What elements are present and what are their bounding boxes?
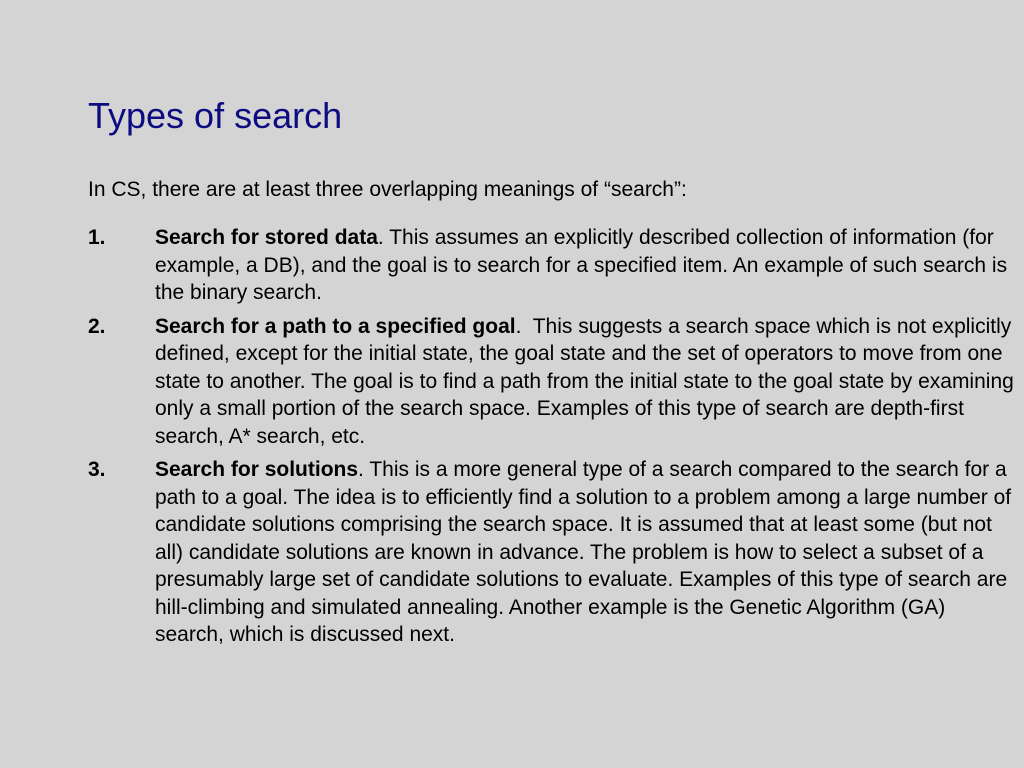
list-item <box>88 313 1018 451</box>
list-item-text: . This suggests a search space which is not explicitly defined, except for the initial state, the goal state and the set of operators to move from one state to another. The goal is to find a path from the initial state to the goal state by examining only a small portion of the search space. Examples of this type of search are depth-first search, A* search, etc. <box>155 314 1020 448</box>
list-item-number: 1. <box>88 226 106 249</box>
list-item <box>88 456 1018 649</box>
list-item-heading: Search for stored data <box>155 226 378 249</box>
list-item-heading: Search for solutions <box>155 458 359 481</box>
list-item-heading: Search for a path to a specified goal <box>155 314 516 338</box>
list-item <box>88 224 1018 307</box>
intro-text: In CS, there are at least three overlapping meanings of “search”: <box>88 178 687 201</box>
slide-title: Types of search <box>88 95 343 136</box>
search-types-list <box>88 224 1018 655</box>
list-item-text: . This assumes an explicitly described collection of information (for example, a DB), and the goal is to search for a specified item. An example of such search is the binary search. <box>155 226 1013 304</box>
list-item-number: 2. <box>88 314 106 338</box>
list-item-number: 3. <box>88 458 106 481</box>
list-item-text: . This is a more general type of a search compared to the search for a path to a goal. The idea is to efficiently find a solution to a problem among a large number of candidate solutions comprising the search space. It is assumed that at least some (but not all) candidate solutions are known in advance. The problem is how to select a subset of a presumably large set of candidate solutions to evaluate. Examples of this type of search are hill-climbing and simulated annealing. Another example is the Genetic Algorithm (GA) search, which is discussed next. <box>155 458 1017 646</box>
